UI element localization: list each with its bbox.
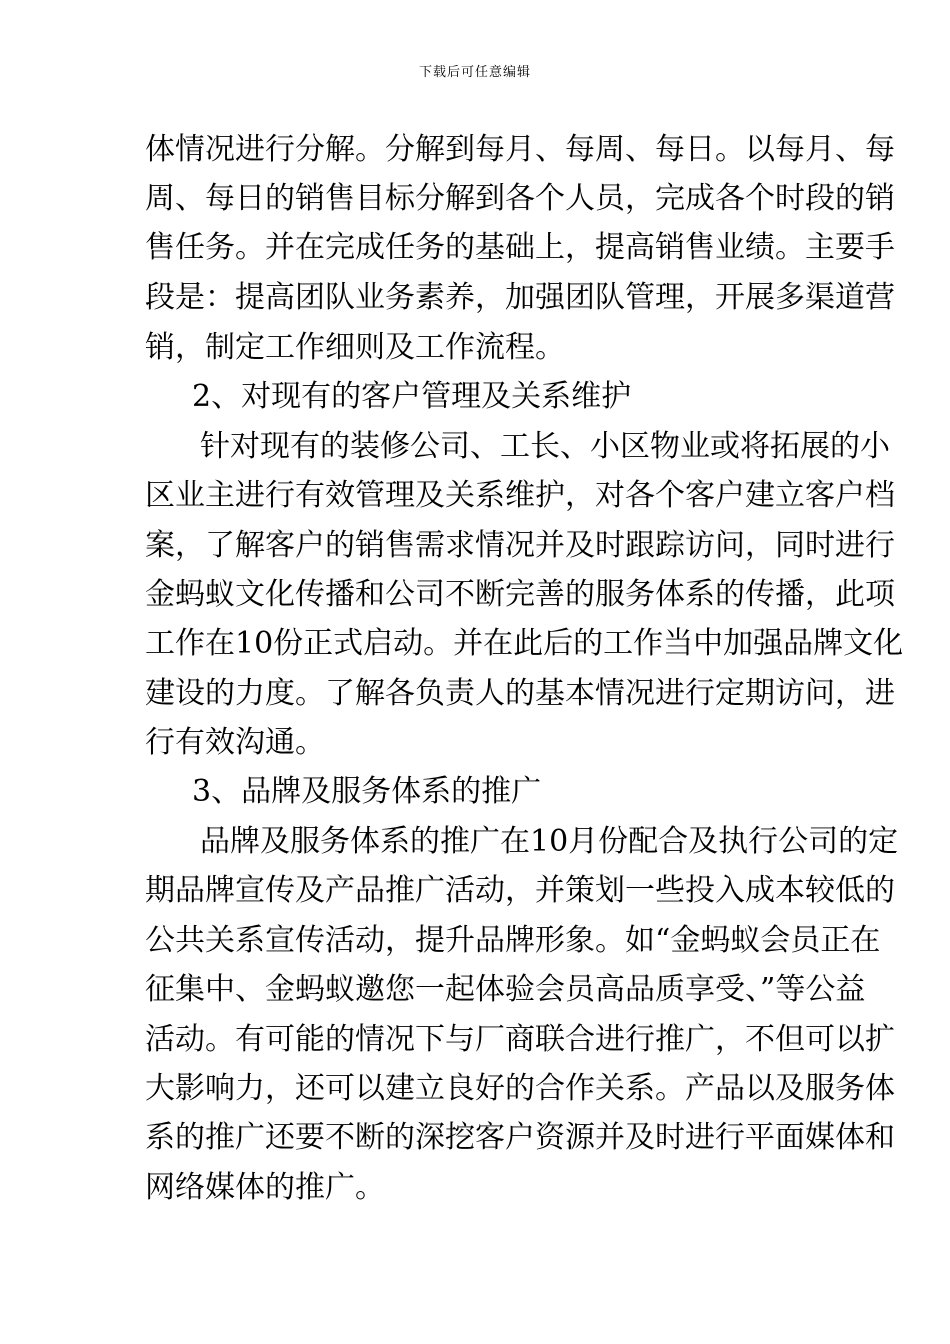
text-line: 网络媒体的推广。 [145,1170,385,1205]
text-line: 售任务。并在完成任务的基础上，提高销售业绩。主要手 [145,230,895,265]
text-line: 期品牌宣传及产品推广活动，并策划一些投入成本较低的 [145,873,895,908]
text-line: 系的推广还要不断的深挖客户资源并及时进行平面媒体和 [145,1120,895,1155]
text-line: 品牌及服务体系的推广在10月份配合及执行公司的定 [200,824,899,859]
text-line: 工作在10份正式启动。并在此后的工作当中加强品牌文化 [145,626,904,661]
text-line: 金蚂蚁文化传播和公司不断完善的服务体系的传播，此项 [145,577,895,612]
section-heading-2: 2、对现有的客户管理及关系维护 [192,379,632,414]
text-line: 征集中、金蚂蚁邀您一起体验会员高品质享受、”等公益 [145,972,866,1007]
text-line: 大影响力，还可以建立良好的合作关系。产品以及服务体 [145,1071,895,1106]
text-line: 行有效沟通。 [145,725,325,760]
text-line: 销，制定工作细则及工作流程。 [145,330,565,365]
section-heading-3: 3、品牌及服务体系的推广 [192,774,542,809]
text-line: 建设的力度。了解各负责人的基本情况进行定期访问，进 [145,676,895,711]
text-line: 案，了解客户的销售需求情况并及时跟踪访问，同时进行 [145,528,895,563]
page-header: 下载后可任意编辑 [418,65,531,80]
text-line: 周、每日的销售目标分解到各个人员，完成各个时段的销 [145,181,895,216]
text-line: 区业主进行有效管理及关系维护，对各个客户建立客户档 [145,478,895,513]
text-line: 针对现有的装修公司、工长、小区物业或将拓展的小 [200,429,890,464]
text-line: 段是：提高团队业务素养，加强团队管理，开展多渠道营 [145,280,895,315]
text-line: 公共关系宣传活动，提升品牌形象。如“金蚂蚁会员正在 [145,923,881,958]
text-line: 体情况进行分解。分解到每月、每周、每日。以每月、每 [145,132,895,167]
text-line: 活动。有可能的情况下与厂商联合进行推广，不但可以扩 [145,1022,895,1057]
